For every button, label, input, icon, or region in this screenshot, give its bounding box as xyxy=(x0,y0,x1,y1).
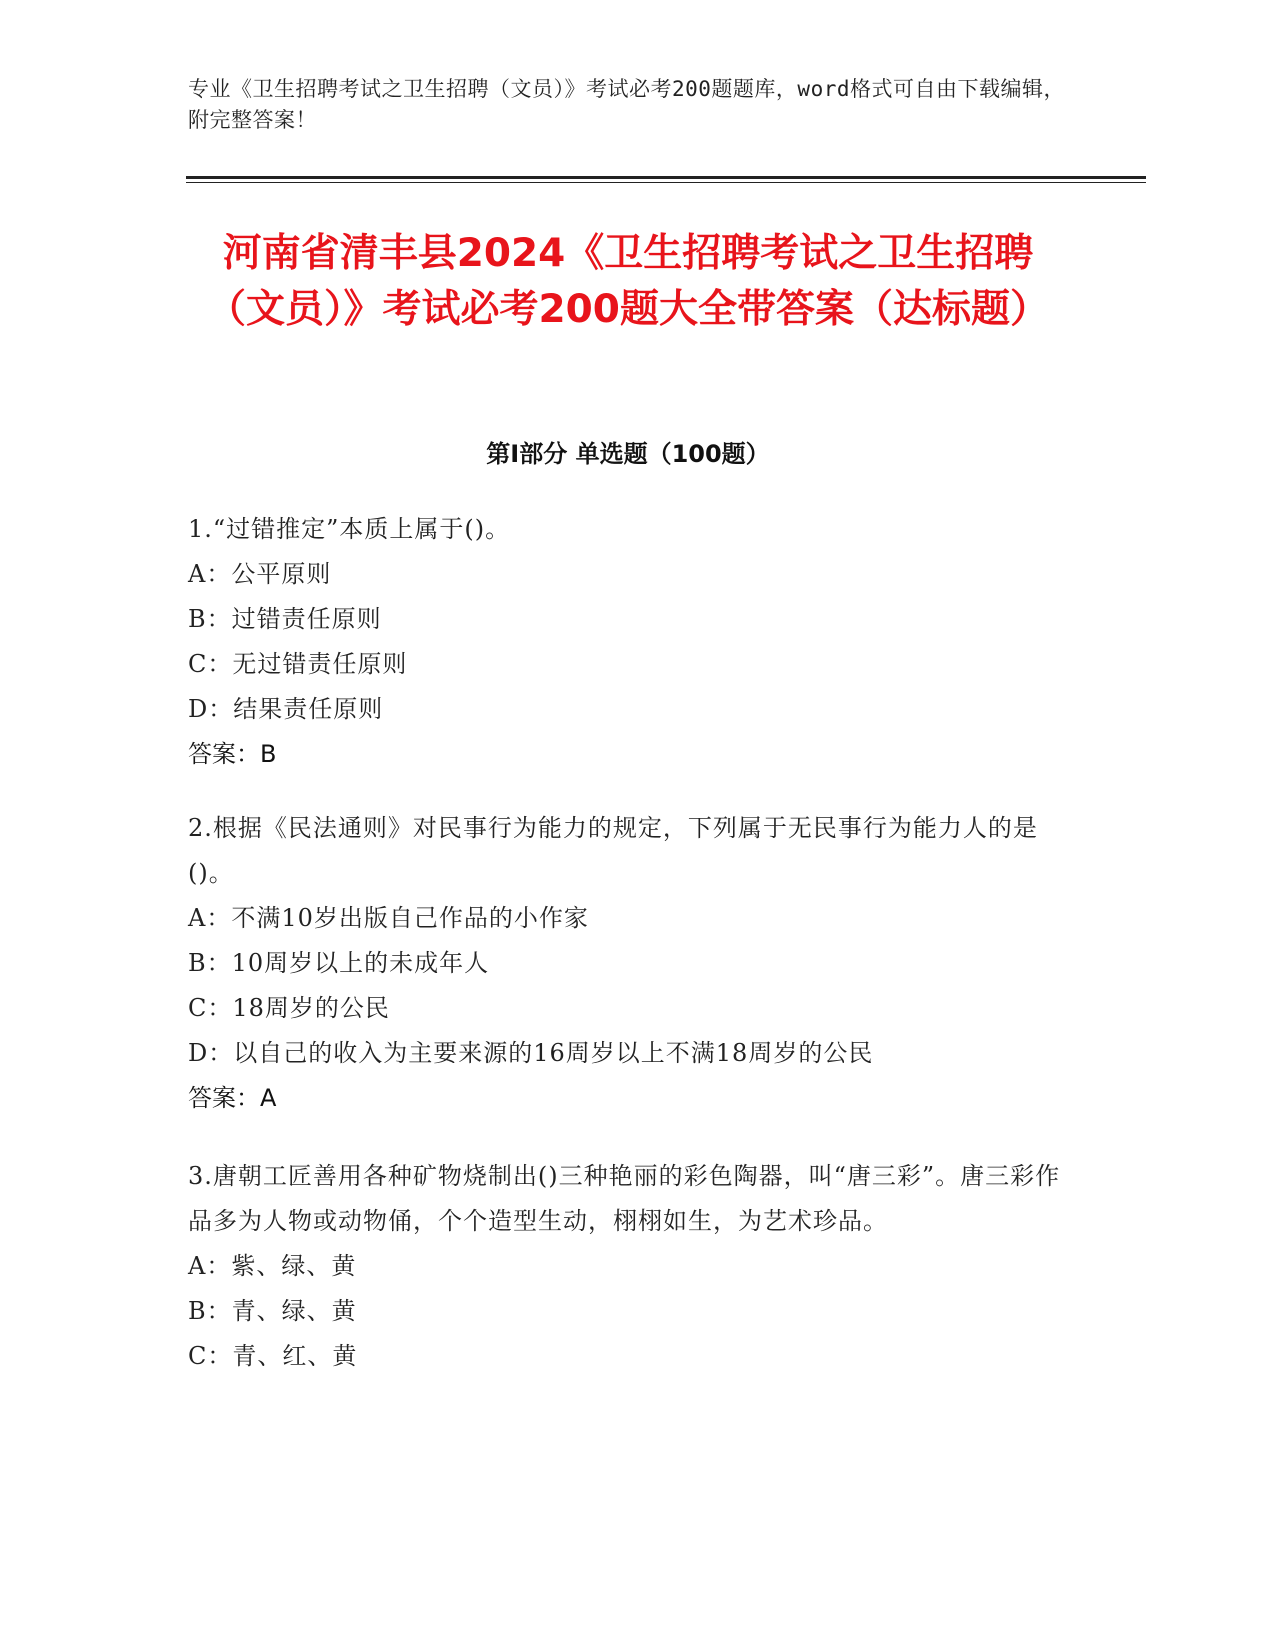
question-text: 1.“过错推定”本质上属于()。 xyxy=(188,515,511,543)
header-rule-thin xyxy=(186,182,1146,183)
option-a: A：不满10岁出版自己作品的小作家 xyxy=(188,904,589,932)
question-text: 3.唐朝工匠善用各种矿物烧制出()三种艳丽的彩色陶器，叫“唐三彩”。唐三彩作品多为人物或动物俑，个个造型生动，栩栩如生，为艺术珍品。 xyxy=(188,1162,1061,1235)
answer-line: 答案：A xyxy=(188,1084,277,1112)
option-a: A：公平原则 xyxy=(188,560,332,588)
question-3 xyxy=(188,1154,1068,1379)
document-title: 河南省清丰县2024《卫生招聘考试之卫生招聘（文员）》考试必考200题大全带答案（达标题） xyxy=(207,231,1049,332)
option-c: C：18周岁的公民 xyxy=(188,994,390,1022)
header-note: 专业《卫生招聘考试之卫生招聘（文员）》考试必考200题题库，word格式可自由下载编辑，附完整答案！ xyxy=(188,77,1065,132)
option-d: D：结果责任原则 xyxy=(188,695,384,723)
question-2 xyxy=(188,806,1068,1121)
option-b: B：青、绿、黄 xyxy=(188,1297,357,1325)
option-d: D：以自己的收入为主要来源的16周岁以上不满18周岁的公民 xyxy=(188,1039,874,1067)
option-b: B：10周岁以上的未成年人 xyxy=(188,949,490,977)
section-heading: 第I部分 单选题（100题） xyxy=(486,440,770,468)
option-a: A：紫、绿、黄 xyxy=(188,1252,357,1280)
option-c: C：青、红、黄 xyxy=(188,1342,358,1370)
option-b: B：过错责任原则 xyxy=(188,605,382,633)
question-text: 2.根据《民法通则》对民事行为能力的规定，下列属于无民事行为能力人的是()。 xyxy=(188,814,1038,887)
option-c: C：无过错责任原则 xyxy=(188,650,408,678)
answer-line: 答案：B xyxy=(188,740,277,768)
question-1 xyxy=(188,507,1068,777)
header-rule-thick xyxy=(186,176,1146,179)
